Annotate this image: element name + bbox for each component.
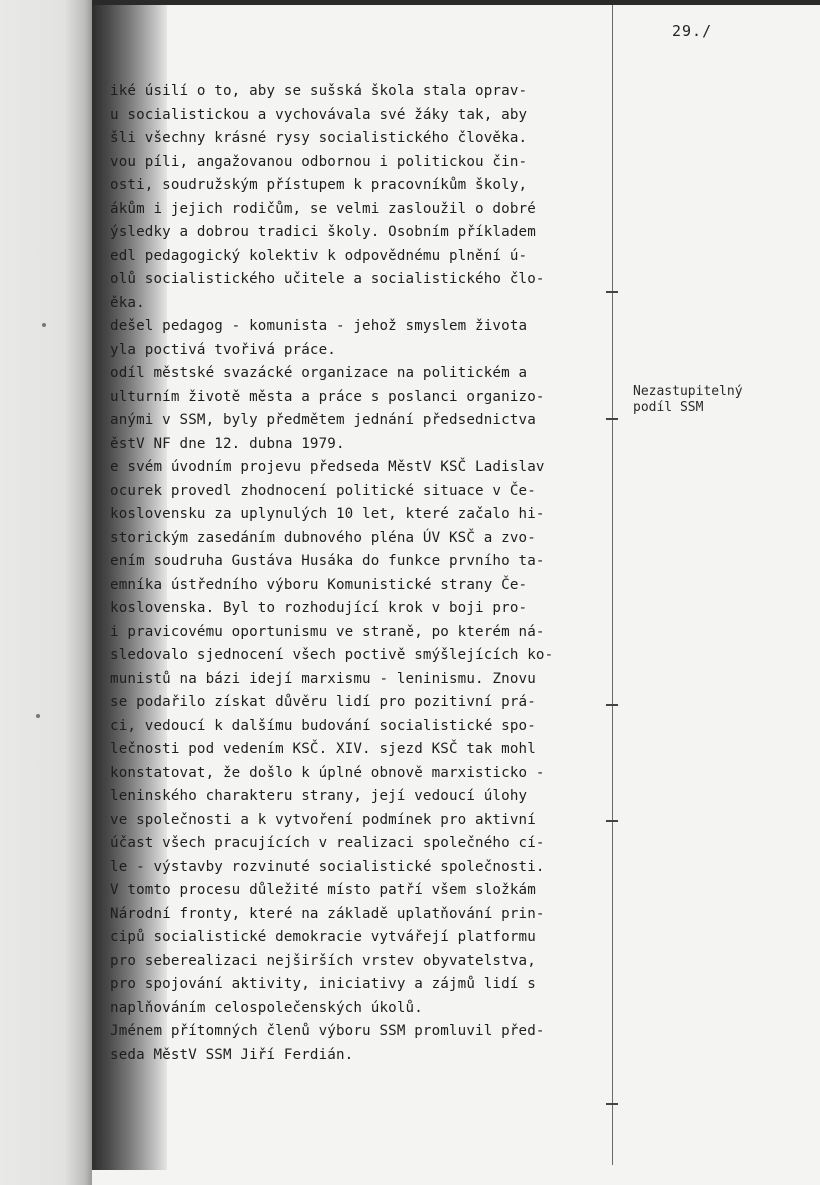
text-line: ěstV NF dne 12. dubna 1979. bbox=[110, 435, 345, 452]
text-line: storickým zasedáním dubnového pléna ÚV KSČ a zvo- bbox=[110, 529, 536, 546]
margin-note-line: podíl SSM bbox=[633, 400, 704, 415]
text-line: le - výstavby rozvinuté socialistické společnosti. bbox=[110, 858, 545, 875]
text-line: koslovensku za uplynulých 10 let, které začalo hi- bbox=[110, 506, 545, 522]
text-line: lečnosti pod vedením KSČ. XIV. sjezd KSČ tak mohl bbox=[110, 741, 536, 757]
body-text bbox=[110, 80, 618, 1067]
margin-note bbox=[633, 384, 743, 416]
text-line: ýsledky a dobrou tradici školy. Osobním příkladem bbox=[110, 224, 536, 240]
margin-tick bbox=[606, 820, 618, 822]
text-line: munistů na bázi idejí marxismu - leninismu. Znovu bbox=[110, 670, 536, 687]
text-line: emníka ústředního výboru Komunistické strany Če- bbox=[110, 576, 528, 593]
text-line: konstatovat, že došlo k úplné obnově marxisticko - bbox=[110, 764, 545, 781]
text-line: sledovalo sjednocení všech poctivě smýšlejících ko- bbox=[110, 647, 554, 663]
text-line: Národní fronty, které na základě uplatňování prin- bbox=[110, 905, 545, 922]
text-line: ákům i jejich rodičům, se velmi zasloužil o dobré bbox=[110, 200, 536, 217]
text-line: naplňováním celospolečenských úkolů. bbox=[110, 999, 423, 1016]
text-line: účast všech pracujících v realizaci společného cí- bbox=[110, 835, 545, 851]
margin-tick bbox=[606, 1103, 618, 1105]
text-line: cipů socialistické demokracie vytvářejí platformu bbox=[110, 929, 536, 945]
text-line: V tomto procesu důležité místo patří všem složkám bbox=[110, 882, 536, 898]
text-line: e svém úvodním projevu předseda MěstV KSČ Ladislav bbox=[110, 459, 545, 475]
text-line: šli všechny krásné rysy socialistického člověka. bbox=[110, 130, 528, 146]
scan-speck bbox=[36, 714, 40, 718]
margin-tick bbox=[606, 418, 618, 420]
text-line: osti, soudružským přístupem k pracovníkům školy, bbox=[110, 177, 528, 193]
text-line: ci, vedoucí k dalšímu budování socialistické spo- bbox=[110, 717, 536, 734]
margin-tick bbox=[606, 291, 618, 293]
text-line: pro spojování aktivity, iniciativy a zájmů lidí s bbox=[110, 976, 536, 992]
margin-tick bbox=[606, 704, 618, 706]
page-number: 29./ bbox=[672, 22, 713, 40]
text-line: odíl městské svazácké organizace na politickém a bbox=[110, 365, 528, 381]
text-line: koslovenska. Byl to rozhodující krok v boji pro- bbox=[110, 600, 528, 616]
text-line: i pravicovému oportunismu ve straně, po kterém ná- bbox=[110, 623, 545, 640]
text-line: se podařilo získat důvěru lidí pro pozitivní prá- bbox=[110, 694, 536, 710]
scan-left-margin bbox=[0, 0, 92, 1185]
text-line: ěka. bbox=[110, 294, 145, 311]
text-line: pro seberealizaci nejširších vrstev obyvatelstva, bbox=[110, 952, 536, 969]
text-line: ocurek provedl zhodnocení politické situace v Če- bbox=[110, 482, 536, 499]
text-line: ením soudruha Gustáva Husáka do funkce prvního ta- bbox=[110, 553, 545, 569]
text-line: leninského charakteru strany, její vedoucí úlohy bbox=[110, 788, 528, 804]
scan-speck bbox=[42, 323, 46, 327]
text-line: dešel pedagog - komunista - jehož smyslem života bbox=[110, 318, 528, 334]
text-line: iké úsilí o to, aby se sušská škola stala oprav- bbox=[110, 83, 528, 99]
text-line: vou píli, angažovanou odbornou i politickou čin- bbox=[110, 153, 528, 170]
margin-note-line: Nezastupitelný bbox=[633, 384, 743, 399]
text-line: Jménem přítomných členů výboru SSM promluvil před- bbox=[110, 1023, 545, 1039]
text-line: olů socialistického učitele a socialistického člo- bbox=[110, 271, 545, 287]
text-line: yla poctivá tvořivá práce. bbox=[110, 341, 336, 358]
text-line: seda MěstV SSM Jiří Ferdián. bbox=[110, 1046, 354, 1063]
text-line: ve společnosti a k vytvoření podmínek pro aktivní bbox=[110, 811, 536, 828]
text-line: u socialistickou a vychovávala své žáky tak, aby bbox=[110, 106, 528, 123]
text-line: ulturním životě města a práce s poslanci organizo- bbox=[110, 388, 545, 405]
text-line: edl pedagogický kolektiv k odpovědnému plnění ú- bbox=[110, 247, 528, 264]
text-line: anými v SSM, byly předmětem jednání předsednictva bbox=[110, 412, 536, 428]
